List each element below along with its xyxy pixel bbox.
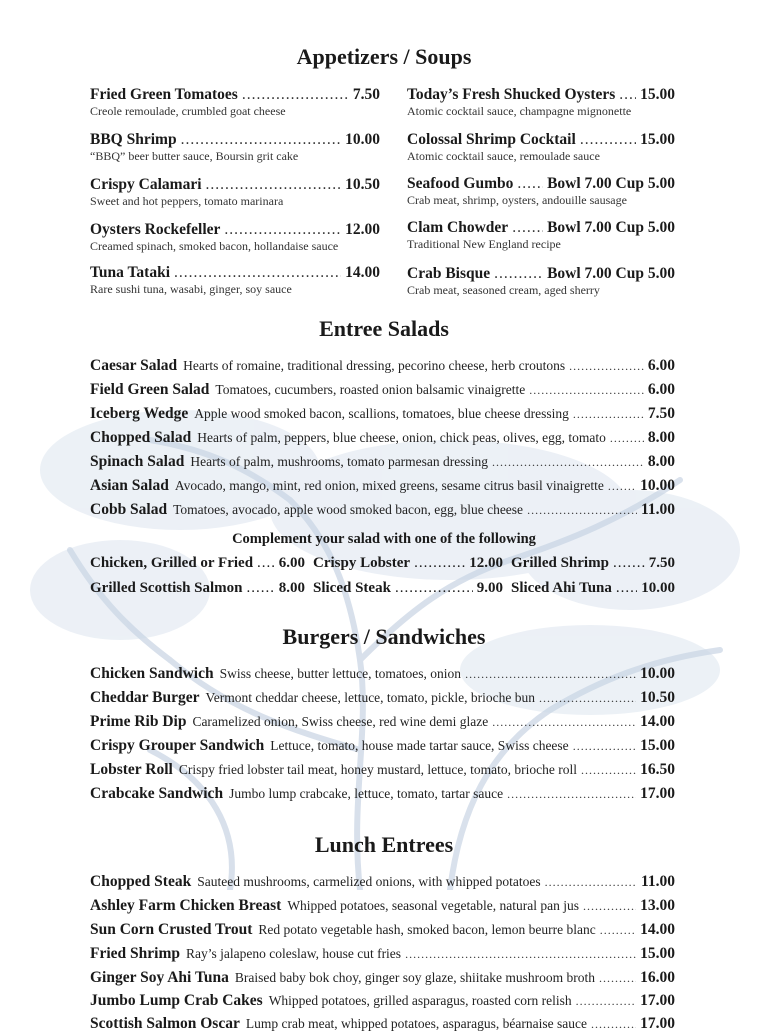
item-description: Creole remoulade, crumbled goat cheese (90, 104, 286, 118)
item-description: Sauteed mushrooms, carmelized onions, with whipped potatoes (197, 874, 541, 889)
item-description: Vermont cheddar cheese, lettuce, tomato, pickle, brioche bun (205, 690, 536, 705)
addon-item (313, 580, 503, 597)
menu-item (90, 86, 380, 119)
item-name: Crispy Calamari (90, 176, 202, 193)
menu-item (90, 501, 675, 519)
item-price: 10.50 (345, 176, 380, 193)
menu-item (407, 131, 675, 164)
menu-item (90, 761, 675, 779)
item-price: 10.00 (345, 131, 380, 148)
item-name: Crispy Grouper Sandwich (90, 737, 265, 754)
item-description: Avocado, mango, mint, red onion, mixed greens, sesame citrus basil vinaigrette (174, 478, 604, 493)
item-price: Bowl 7.00 Cup 5.00 (547, 265, 675, 282)
item-name: Chopped Salad (90, 429, 192, 446)
item-price: 11.00 (640, 501, 675, 518)
addon-price: 12.00 (469, 555, 503, 571)
item-description: Crispy fried lobster tail meat, honey mustard, lettuce, tomato, brioche roll (178, 762, 577, 777)
item-name: Colossal Shrimp Cocktail (407, 131, 576, 148)
addon-price: 8.00 (278, 580, 305, 596)
item-description: Whipped potatoes, seasonal vegetable, natural pan jus (287, 898, 579, 913)
menu-item (90, 429, 675, 447)
item-description: Rare sushi tuna, wasabi, ginger, soy sauce (90, 282, 292, 296)
item-description: Crab meat, seasoned cream, aged sherry (407, 283, 600, 297)
item-price: 12.00 (345, 221, 380, 238)
item-price: 10.00 (640, 477, 675, 494)
item-description: Swiss cheese, butter lettuce, tomatoes, onion (219, 666, 462, 681)
menu-item (90, 221, 380, 254)
menu-item (90, 945, 675, 963)
addon-item (90, 555, 305, 572)
item-description: Ray’s jalapeno coleslaw, house cut fries (186, 946, 402, 961)
item-name: Caesar Salad (90, 357, 178, 374)
item-price: 13.00 (640, 897, 675, 914)
item-description: Lump crab meat, whipped potatoes, asparagus, béarnaise sauce (245, 1016, 587, 1031)
item-name: Field Green Salad (90, 381, 210, 398)
burgers-heading: Burgers / Sandwiches (282, 624, 486, 649)
item-description: Atomic cocktail sauce, champagne mignonette (407, 104, 632, 118)
item-name: Scottish Salmon Oscar (90, 1015, 240, 1032)
item-price: 14.00 (345, 264, 380, 281)
item-price: 17.00 (640, 785, 675, 802)
item-price: 15.00 (640, 737, 675, 754)
item-description: Hearts of palm, peppers, blue cheese, onion, chick peas, olives, egg, tomato (197, 430, 606, 445)
addon-name: Grilled Scottish Salmon (90, 580, 243, 596)
item-name: Ashley Farm Chicken Breast (90, 897, 282, 914)
item-description: Hearts of palm, mushrooms, tomato parmesan dressing (190, 454, 489, 469)
menu-item (90, 665, 675, 683)
addon-price: 6.00 (278, 555, 305, 571)
addon-item (511, 580, 675, 597)
menu-item (90, 176, 380, 209)
item-price: 15.00 (640, 945, 675, 962)
item-name: BBQ Shrimp (90, 131, 177, 148)
menu-item (90, 689, 675, 707)
item-name: Tuna Tataki (90, 264, 171, 281)
item-name: Iceberg Wedge (90, 405, 189, 422)
menu-item (407, 86, 675, 119)
menu-item (90, 453, 675, 471)
item-price: 10.50 (640, 689, 675, 706)
item-price: 14.00 (640, 713, 675, 730)
lunch-heading: Lunch Entrees (314, 832, 454, 857)
menu-item (90, 477, 675, 495)
item-name: Sun Corn Crusted Trout (90, 921, 253, 938)
item-description: Caramelized onion, Swiss cheese, red wine demi glaze (192, 714, 489, 729)
menu-item (90, 969, 675, 987)
item-name: Seafood Gumbo (407, 175, 514, 192)
item-price: 7.50 (352, 86, 380, 103)
item-name: Today’s Fresh Shucked Oysters (407, 86, 616, 103)
item-description: Jumbo lump crabcake, lettuce, tomato, tartar sauce (229, 786, 504, 801)
menu-item (90, 873, 675, 891)
addon-name: Sliced Steak (313, 580, 391, 596)
item-description: Whipped potatoes, grilled asparagus, roasted corn relish (268, 993, 572, 1008)
item-price: 8.00 (647, 453, 675, 470)
menu-item (90, 405, 675, 423)
menu-item (90, 713, 675, 731)
item-description: Hearts of romaine, traditional dressing, pecorino cheese, herb croutons (183, 358, 566, 373)
item-price: 7.50 (647, 405, 675, 422)
item-name: Oysters Rockefeller (90, 221, 221, 238)
addon-name: Crispy Lobster (313, 555, 411, 571)
menu-item (90, 737, 675, 755)
item-description: “BBQ” beer butter sauce, Boursin grit cake (90, 149, 299, 163)
item-name: Chicken Sandwich (90, 665, 214, 682)
item-name: Spinach Salad (90, 453, 185, 470)
addon-item (313, 555, 503, 572)
addon-item (90, 580, 305, 597)
item-description: Apple wood smoked bacon, scallions, tomatoes, blue cheese dressing (194, 406, 569, 421)
item-name: Fried Green Tomatoes (90, 86, 238, 103)
item-name: Ginger Soy Ahi Tuna (90, 969, 229, 986)
addon-price: 10.00 (641, 580, 675, 596)
item-price: 10.00 (640, 665, 675, 682)
item-price: 16.50 (640, 761, 675, 778)
menu-item (90, 897, 675, 915)
addon-name: Chicken, Grilled or Fried (90, 555, 254, 571)
item-name: Clam Chowder (407, 219, 509, 236)
item-name: Cobb Salad (90, 501, 168, 518)
item-price: 16.00 (640, 969, 675, 986)
item-price: 15.00 (640, 86, 675, 103)
item-description: Braised baby bok choy, ginger soy glaze, shiitake mushroom broth (234, 970, 596, 985)
item-price: 11.00 (640, 873, 675, 890)
item-name: Chopped Steak (90, 873, 192, 890)
menu-item (407, 265, 675, 298)
menu-item (90, 1015, 675, 1033)
item-description: Tomatoes, avocado, apple wood smoked bacon, egg, blue cheese (173, 502, 524, 517)
menu-item (90, 921, 675, 939)
item-price: 17.00 (640, 1015, 675, 1032)
addon-item (511, 555, 675, 572)
menu-item (407, 175, 675, 208)
salad-addons-title: Complement your salad with one of the following (232, 531, 536, 547)
item-description: Lettuce, tomato, house made tartar sauce, Swiss cheese (270, 738, 569, 753)
item-price: 6.00 (647, 381, 675, 398)
item-price: 15.00 (640, 131, 675, 148)
item-description: Red potato vegetable hash, smoked bacon, lemon beurre blanc (258, 922, 596, 937)
item-description: Creamed spinach, smoked bacon, hollandaise sauce (90, 239, 339, 253)
menu-item (90, 131, 380, 164)
addon-name: Sliced Ahi Tuna (511, 580, 612, 596)
salad-addons-row (90, 555, 675, 572)
item-description: Sweet and hot peppers, tomato marinara (90, 194, 284, 208)
item-name: Crabcake Sandwich (90, 785, 224, 802)
menu-item (90, 357, 675, 375)
addon-price: 9.00 (476, 580, 503, 596)
menu-item (90, 785, 675, 803)
item-price: Bowl 7.00 Cup 5.00 (547, 175, 675, 192)
item-name: Asian Salad (90, 477, 169, 494)
item-name: Prime Rib Dip (90, 713, 187, 730)
menu-item (90, 992, 675, 1010)
menu-item (407, 219, 675, 252)
item-description: Traditional New England recipe (407, 237, 561, 251)
item-description: Atomic cocktail sauce, remoulade sauce (407, 149, 600, 163)
salads-heading: Entree Salads (319, 316, 449, 341)
item-price: Bowl 7.00 Cup 5.00 (547, 219, 675, 236)
appetizers-heading: Appetizers / Soups (296, 44, 472, 69)
item-description: Crab meat, shrimp, oysters, andouille sausage (407, 193, 627, 207)
item-name: Lobster Roll (90, 761, 173, 778)
item-price: 17.00 (640, 992, 675, 1009)
item-price: 6.00 (647, 357, 675, 374)
item-name: Crab Bisque (407, 265, 491, 282)
item-price: 8.00 (647, 429, 675, 446)
addon-price: 7.50 (648, 555, 675, 571)
item-name: Jumbo Lump Crab Cakes (90, 992, 263, 1009)
item-description: Tomatoes, cucumbers, roasted onion balsamic vinaigrette (215, 382, 526, 397)
item-name: Fried Shrimp (90, 945, 180, 962)
item-price: 14.00 (640, 921, 675, 938)
addon-name: Grilled Shrimp (511, 555, 609, 571)
menu-item (90, 264, 380, 297)
item-name: Cheddar Burger (90, 689, 200, 706)
menu-item (90, 381, 675, 399)
salad-addons-row (90, 580, 675, 597)
